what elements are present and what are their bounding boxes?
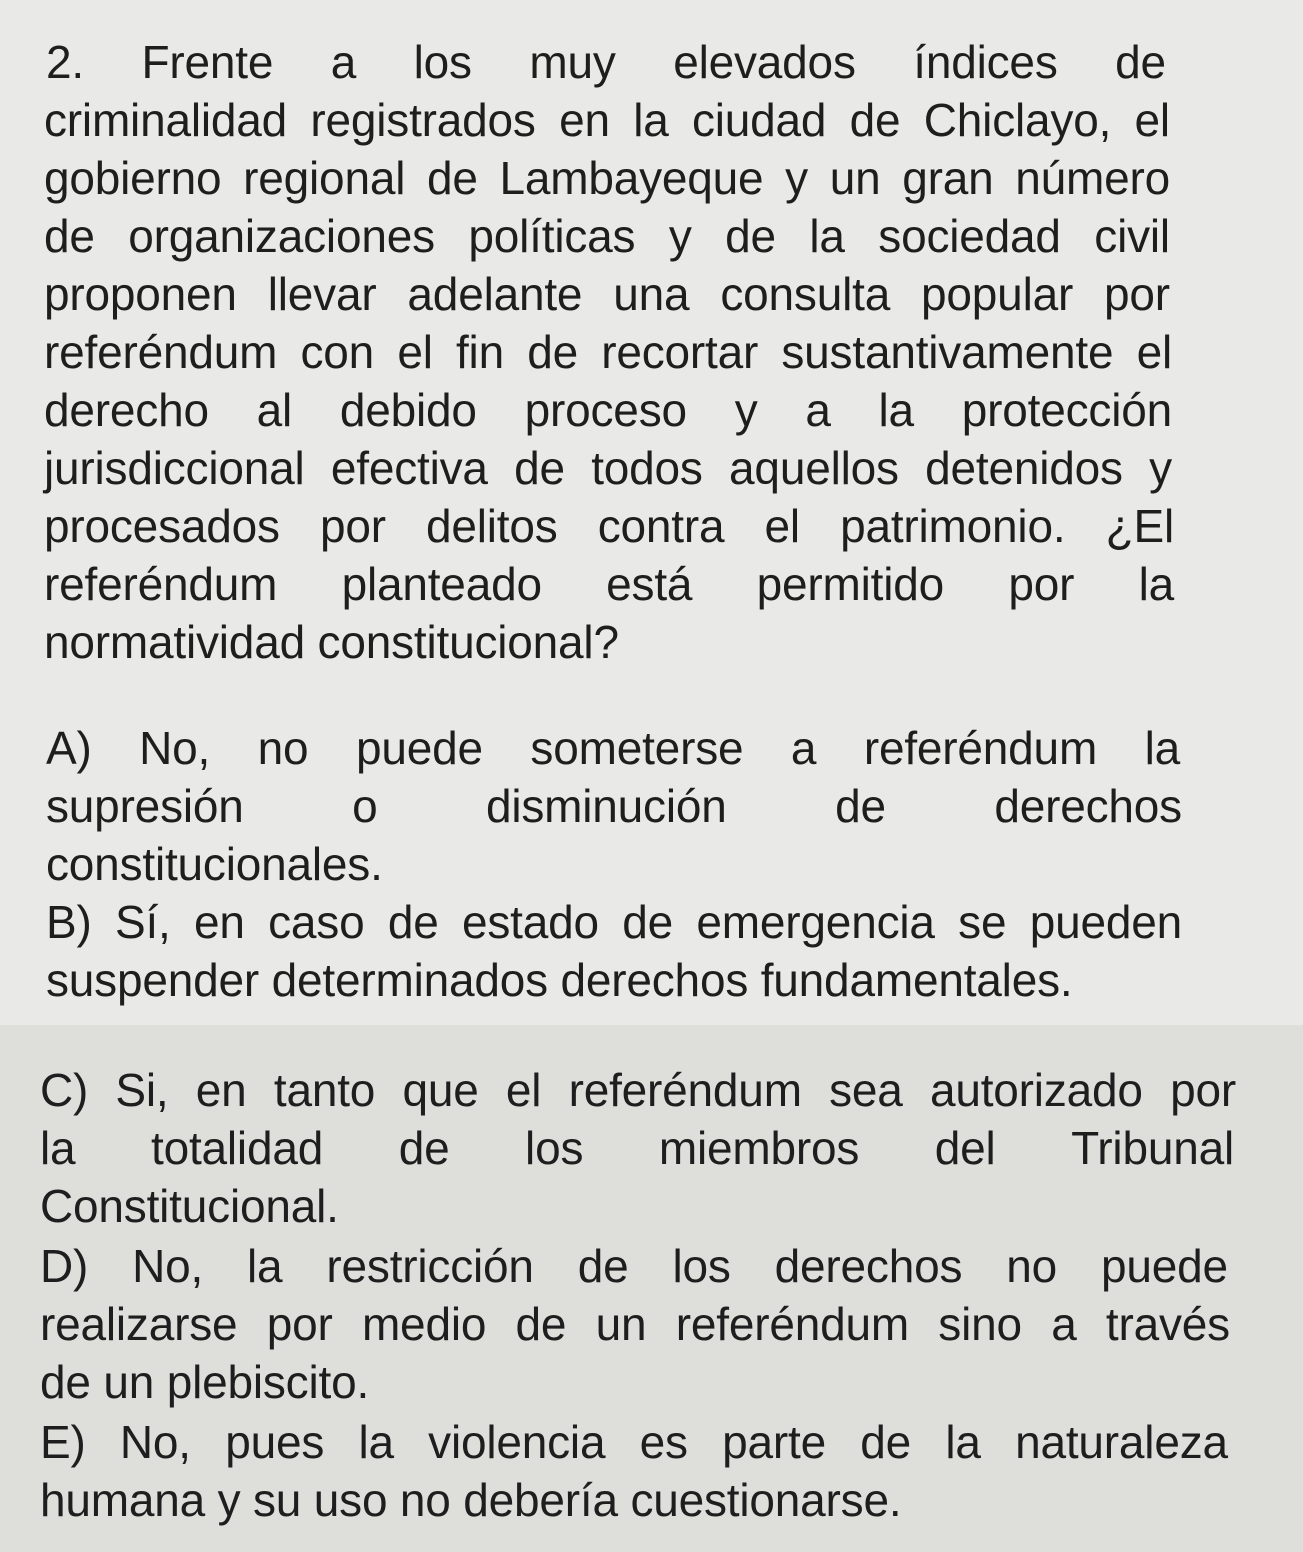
word: Frente <box>141 36 274 88</box>
word: disminución <box>485 780 727 832</box>
word: recortar <box>601 326 759 378</box>
word: los <box>413 36 472 88</box>
word: y <box>1149 442 1172 494</box>
word: a <box>790 722 817 774</box>
word: contra <box>597 500 725 552</box>
word: los <box>525 1122 584 1174</box>
word: ciudad <box>691 94 827 146</box>
word: caso <box>268 896 365 948</box>
word: de <box>577 1240 629 1292</box>
word: que <box>402 1064 479 1116</box>
word: elevados <box>673 36 856 88</box>
word: realizarse <box>40 1298 238 1350</box>
word: totalidad <box>150 1122 324 1174</box>
word: el <box>1136 326 1172 378</box>
word: referéndum <box>568 1064 802 1116</box>
word: en <box>195 1064 247 1116</box>
word: número <box>1015 152 1170 204</box>
word: el <box>1134 94 1170 146</box>
option-line: Constitucional. <box>40 1180 339 1232</box>
word: referéndum <box>44 558 278 610</box>
word: adelante <box>407 268 583 320</box>
word: organizaciones <box>128 210 435 262</box>
word: está <box>606 558 693 610</box>
question-line <box>44 498 1174 554</box>
word: de <box>387 896 439 948</box>
word: de <box>398 1122 450 1174</box>
word: un <box>595 1298 647 1350</box>
word: un <box>829 152 881 204</box>
question-line <box>44 324 1172 380</box>
word: de <box>1115 36 1166 88</box>
word: se <box>958 896 1007 948</box>
word: derechos <box>994 780 1182 832</box>
word: la <box>1144 722 1180 774</box>
word: debido <box>339 384 477 436</box>
word: violencia <box>428 1416 606 1468</box>
word: Si, <box>115 1064 169 1116</box>
word: fin <box>455 326 504 378</box>
word: tanto <box>273 1064 376 1116</box>
word: por <box>319 500 386 552</box>
word: el <box>505 1064 542 1116</box>
word: gobierno <box>44 152 222 204</box>
word: No, <box>132 1240 204 1292</box>
word: a <box>805 384 831 436</box>
word: por <box>266 1298 333 1350</box>
word: del <box>934 1122 996 1174</box>
word: C) <box>40 1064 89 1116</box>
word: por <box>1008 558 1075 610</box>
option-line: constitucionales. <box>46 838 383 890</box>
word: autorizado <box>929 1064 1143 1116</box>
option-line <box>40 1296 1230 1352</box>
word: B) <box>46 896 92 948</box>
word: sociedad <box>878 210 1061 262</box>
option-line <box>40 1062 1236 1118</box>
word: Lambayeque <box>499 152 764 204</box>
word: derecho <box>44 384 209 436</box>
word: civil <box>1094 210 1170 262</box>
word: través <box>1105 1298 1230 1350</box>
question-line <box>44 440 1172 496</box>
word: A) <box>46 722 92 774</box>
word: pueden <box>1029 896 1182 948</box>
word: sino <box>938 1298 1022 1350</box>
word: la <box>1138 558 1174 610</box>
word: puede <box>355 722 483 774</box>
word: índices <box>913 36 1058 88</box>
word: sustantivamente <box>781 326 1114 378</box>
word: los <box>672 1240 731 1292</box>
word: D) <box>40 1240 89 1292</box>
word: sea <box>829 1064 903 1116</box>
word: permitido <box>756 558 945 610</box>
option-line <box>40 1414 1228 1470</box>
question-line: normatividad constitucional? <box>44 616 619 668</box>
option-line <box>40 1120 1234 1176</box>
word: la <box>358 1416 394 1468</box>
option-line <box>40 1238 1228 1294</box>
word: protección <box>961 384 1172 436</box>
word: proponen <box>44 268 237 320</box>
word: 2. <box>46 36 84 88</box>
option-line: de un plebiscito. <box>40 1356 370 1408</box>
word: efectiva <box>330 442 488 494</box>
word: puede <box>1100 1240 1228 1292</box>
word: y <box>668 210 692 262</box>
word: medio <box>361 1298 487 1350</box>
question-line <box>44 208 1170 264</box>
word: la <box>633 94 669 146</box>
option-line <box>46 778 1182 834</box>
word: delitos <box>426 500 558 552</box>
word: regional <box>243 152 406 204</box>
question-line <box>46 34 1166 90</box>
word: la <box>247 1240 283 1292</box>
word: someterse <box>530 722 744 774</box>
option-line <box>46 720 1180 776</box>
word: de <box>426 152 478 204</box>
word: detenidos <box>925 442 1123 494</box>
word: naturaleza <box>1015 1416 1228 1468</box>
word: de <box>515 1298 567 1350</box>
word: de <box>835 780 886 832</box>
word: políticas <box>468 210 636 262</box>
option-line: humana y su uso no debería cuestionarse. <box>40 1474 902 1526</box>
word: popular <box>921 268 1074 320</box>
word: la <box>878 384 914 436</box>
word: de <box>860 1416 912 1468</box>
word: en <box>193 896 245 948</box>
word: aquellos <box>729 442 899 494</box>
word: proceso <box>524 384 687 436</box>
word: de <box>514 442 565 494</box>
word: al <box>256 384 293 436</box>
word: o <box>352 780 378 832</box>
word: emergencia <box>696 896 935 948</box>
word: es <box>639 1416 688 1468</box>
word: una <box>613 268 690 320</box>
word: de <box>44 210 95 262</box>
word: Sí, <box>114 896 171 948</box>
word: parte <box>722 1416 826 1468</box>
word: supresión <box>46 780 244 832</box>
word: miembros <box>658 1122 860 1174</box>
word: de <box>527 326 578 378</box>
word: registrados <box>310 94 536 146</box>
word: No, <box>119 1416 191 1468</box>
word: Chiclayo, <box>923 94 1112 146</box>
word: la <box>809 210 845 262</box>
word: consulta <box>720 268 891 320</box>
word: de <box>725 210 776 262</box>
word: planteado <box>341 558 542 610</box>
option-line: suspender determinados derechos fundamentales. <box>46 954 1073 1006</box>
word: criminalidad <box>44 94 288 146</box>
question-line <box>44 556 1174 612</box>
word: no <box>1006 1240 1058 1292</box>
word: Tribunal <box>1071 1122 1234 1174</box>
word: y <box>734 384 758 436</box>
word: referéndum <box>44 326 278 378</box>
word: referéndum <box>863 722 1098 774</box>
word: restricción <box>326 1240 534 1292</box>
word: estado <box>462 896 599 948</box>
word: procesados <box>44 500 280 552</box>
word: por <box>1170 1064 1236 1116</box>
word: todos <box>591 442 703 494</box>
word: la <box>40 1122 76 1174</box>
option-line <box>46 894 1182 950</box>
word: y <box>785 152 808 204</box>
word: patrimonio. <box>840 500 1066 552</box>
word: no <box>257 722 309 774</box>
word: la <box>945 1416 981 1468</box>
question-line <box>44 266 1170 322</box>
word: No, <box>139 722 211 774</box>
word: el <box>397 326 433 378</box>
question-line <box>44 150 1170 206</box>
word: llevar <box>267 268 377 320</box>
word: a <box>330 36 357 88</box>
word: E) <box>40 1416 86 1468</box>
word: con <box>300 326 375 378</box>
word: por <box>1104 268 1170 320</box>
word: ¿El <box>1105 500 1174 552</box>
word: muy <box>529 36 616 88</box>
word: pues <box>225 1416 325 1468</box>
word: en <box>559 94 610 146</box>
word: jurisdiccional <box>44 442 305 494</box>
question-line <box>44 92 1170 148</box>
word: de <box>849 94 901 146</box>
word: derechos <box>774 1240 963 1292</box>
word: de <box>622 896 674 948</box>
word: el <box>764 500 800 552</box>
word: referéndum <box>675 1298 909 1350</box>
word: a <box>1051 1298 1077 1350</box>
word: gran <box>902 152 994 204</box>
question-line <box>44 382 1172 438</box>
